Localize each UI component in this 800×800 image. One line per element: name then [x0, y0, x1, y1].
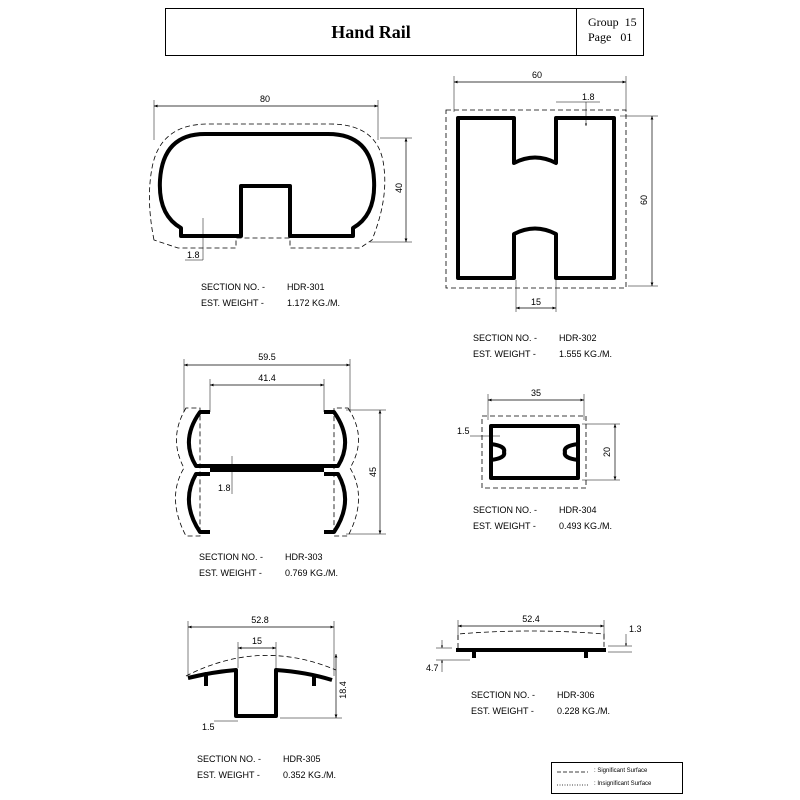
section-no-value: HDR-302	[559, 333, 597, 343]
section-info-hdr-306	[471, 687, 610, 719]
group-value: 15	[624, 15, 637, 29]
section-info-hdr-304	[473, 502, 612, 534]
weight-label: EST. WEIGHT -	[471, 706, 534, 716]
section-no-label: SECTION NO. -	[199, 552, 264, 562]
hdr-304-height-label: 20	[602, 446, 612, 458]
hdr-302-surface-outline	[446, 110, 626, 288]
profile-hdr-306	[426, 614, 642, 673]
hdr-303-inner-width-label: 41.4	[258, 373, 276, 383]
hdr-302-profile	[458, 118, 614, 278]
section-no-value: HDR-305	[283, 754, 321, 764]
hdr-306-profile	[456, 650, 606, 658]
legend-significant-text: : Significant Surface	[594, 768, 648, 774]
hdr-301-height-label: 40	[394, 182, 404, 194]
hdr-303-width-label: 59.5	[258, 352, 276, 362]
legend-significant	[594, 768, 647, 774]
page-label: Page	[588, 30, 612, 44]
weight-label: EST. WEIGHT -	[197, 770, 260, 780]
profile-hdr-301	[149, 94, 412, 260]
profile-hdr-305	[186, 615, 348, 732]
weight-label: EST. WEIGHT -	[473, 349, 536, 359]
hdr-305-profile	[188, 670, 332, 716]
weight-label: EST. WEIGHT -	[201, 298, 264, 308]
hdr-306-thickness-label: 1.3	[629, 624, 642, 634]
weight-value: 1.555 KG./M.	[559, 349, 613, 359]
section-no-value: HDR-306	[557, 690, 595, 700]
page-value: 01	[620, 30, 633, 44]
section-no-label: SECTION NO. -	[473, 505, 538, 515]
hdr-302-width-label: 60	[531, 70, 543, 80]
section-info-hdr-305	[197, 751, 336, 783]
hdr-304-width-label: 35	[530, 388, 542, 398]
section-info-hdr-302	[473, 330, 612, 362]
section-no-label: SECTION NO. -	[197, 754, 262, 764]
hdr-305-channel-label: 15	[251, 636, 263, 646]
hdr-305-height-label: 18.4	[338, 681, 348, 699]
hdr-306-leg-label: 4.7	[426, 663, 439, 673]
section-no-value: HDR-304	[559, 505, 597, 515]
group-label: Group	[588, 15, 619, 29]
section-no-value: HDR-303	[285, 552, 323, 562]
section-info-hdr-303	[199, 549, 338, 581]
hdr-306-surface-outline	[458, 631, 604, 648]
weight-value: 1.172 KG./M.	[287, 298, 341, 308]
legend-insignificant-text: : Insignificant Surface	[594, 781, 652, 787]
hdr-305-width-label: 52.8	[251, 615, 269, 625]
surface-legend	[551, 762, 683, 794]
legend-insignificant	[594, 781, 651, 787]
hdr-304-wall-label: 1.5	[457, 426, 470, 436]
hdr-301-wall-label: 1.8	[187, 250, 200, 260]
section-no-value: HDR-301	[287, 282, 325, 292]
hdr-301-profile	[160, 134, 374, 236]
profile-hdr-304	[457, 388, 620, 488]
hdr-303-profile	[189, 412, 345, 532]
section-no-label: SECTION NO. -	[473, 333, 538, 343]
hdr-301-width-label: 80	[259, 94, 271, 104]
profile-hdr-303	[175, 352, 386, 536]
section-no-label: SECTION NO. -	[201, 282, 266, 292]
hdr-303-wall-label: 1.8	[218, 483, 231, 493]
profile-hdr-302	[446, 70, 658, 312]
weight-value: 0.769 KG./M.	[285, 568, 339, 578]
section-info-hdr-301	[201, 279, 340, 311]
page-title: Hand Rail	[331, 21, 411, 42]
weight-value: 0.228 KG./M.	[557, 706, 611, 716]
hdr-303-height-label: 45	[368, 466, 378, 478]
hdr-305-wall-label: 1.5	[202, 722, 215, 732]
section-no-label: SECTION NO. -	[471, 690, 536, 700]
weight-label: EST. WEIGHT -	[473, 521, 536, 531]
hdr-302-gap-label: 15	[530, 297, 542, 307]
hdr-302-wall-label: 1.8	[582, 92, 595, 102]
weight-value: 0.352 KG./M.	[283, 770, 337, 780]
weight-label: EST. WEIGHT -	[199, 568, 262, 578]
hdr-306-width-label: 52.4	[522, 614, 540, 624]
hdr-304-profile	[491, 426, 578, 478]
weight-value: 0.493 KG./M.	[559, 521, 613, 531]
hdr-302-height-label: 60	[639, 194, 649, 206]
